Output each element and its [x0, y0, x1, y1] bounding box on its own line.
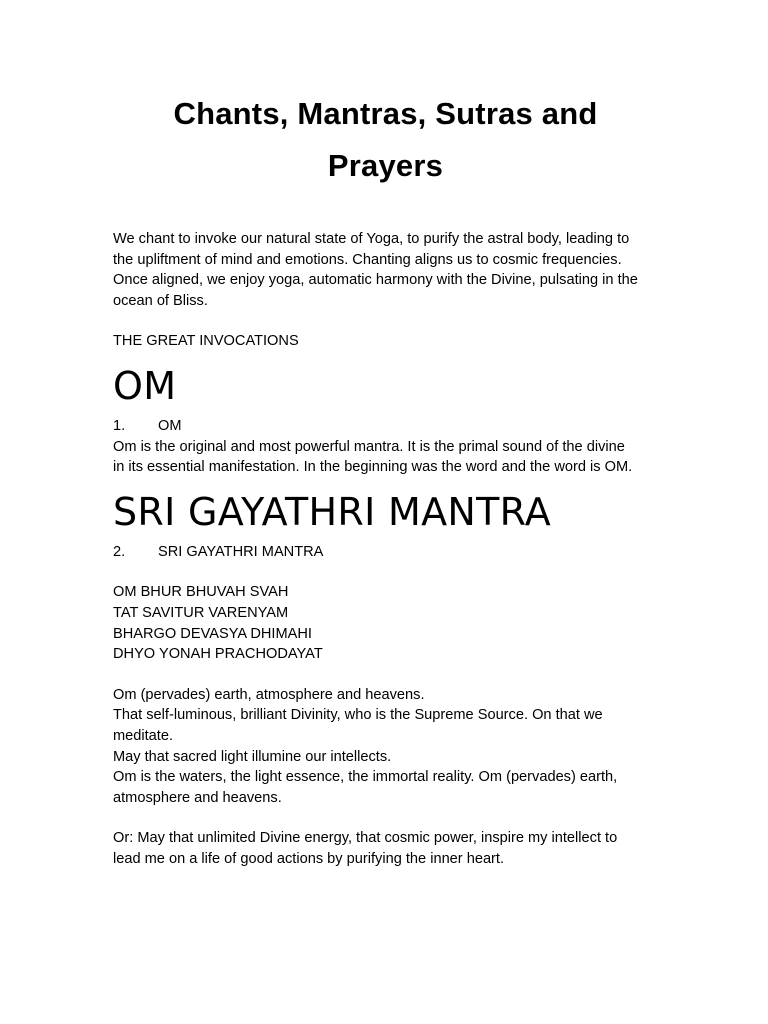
gayathri-numbered-item	[113, 542, 658, 563]
gayathri-item-number: 2.	[113, 543, 126, 560]
om-item-number: 1.	[113, 417, 126, 434]
gayathri-mantra-text	[113, 582, 658, 664]
om-description-line: Om is the original and most powerful mantra. It is the primal sound of the divine	[113, 438, 625, 455]
translation-line: That self-luminous, brilliant Divinity, who is the Supreme Source. On that we	[113, 707, 603, 724]
gayathri-translation	[113, 685, 658, 809]
mantra-line: BHARGO DEVASYA DHIMAHI	[113, 625, 312, 642]
translation-line: atmosphere and heavens.	[113, 789, 282, 806]
om-heading: OM	[113, 363, 177, 408]
alternate-line: lead me on a life of good actions by purifying the inner heart.	[113, 850, 505, 867]
document-title-line-2: Prayers	[327, 148, 444, 183]
gayathri-item-title: SRI GAYATHRI MANTRA	[158, 543, 324, 560]
intro-paragraph	[113, 229, 658, 311]
om-item-title: OM	[158, 417, 182, 434]
gayathri-alternate-translation	[113, 828, 658, 869]
translation-line: Om is the waters, the light essence, the immortal reality. Om (pervades) earth,	[113, 769, 618, 786]
intro-line: ocean of Bliss.	[113, 292, 208, 309]
document-title	[113, 88, 658, 192]
document-title-line-1: Chants, Mantras, Sutras and	[173, 96, 598, 131]
translation-line: meditate.	[113, 727, 174, 744]
intro-line: Once aligned, we enjoy yoga, automatic harmony with the Divine, pulsating in the	[113, 272, 638, 289]
translation-line: Om (pervades) earth, atmosphere and heavens.	[113, 686, 425, 703]
alternate-line: Or: May that unlimited Divine energy, that cosmic power, inspire my intellect to	[113, 830, 618, 847]
mantra-line: OM BHUR BHUVAH SVAH	[113, 584, 289, 601]
intro-line: the upliftment of mind and emotions. Chanting aligns us to cosmic frequencies.	[113, 251, 622, 268]
gayathri-heading: SRI GAYATHRI MANTRA	[113, 489, 552, 534]
intro-line: We chant to invoke our natural state of Yoga, to purify the astral body, leading to	[113, 231, 630, 247]
section-label: THE GREAT INVOCATIONS	[113, 333, 299, 350]
om-description	[113, 437, 658, 478]
mantra-line: DHYO YONAH PRACHODAYAT	[113, 646, 323, 663]
om-description-line: in its essential manifestation. In the beginning was the word and the word is OM.	[113, 459, 633, 476]
mantra-line: TAT SAVITUR VARENYAM	[113, 604, 289, 621]
om-numbered-item	[113, 416, 658, 437]
document-page	[113, 88, 658, 869]
translation-line: May that sacred light illumine our intellects.	[113, 748, 392, 765]
